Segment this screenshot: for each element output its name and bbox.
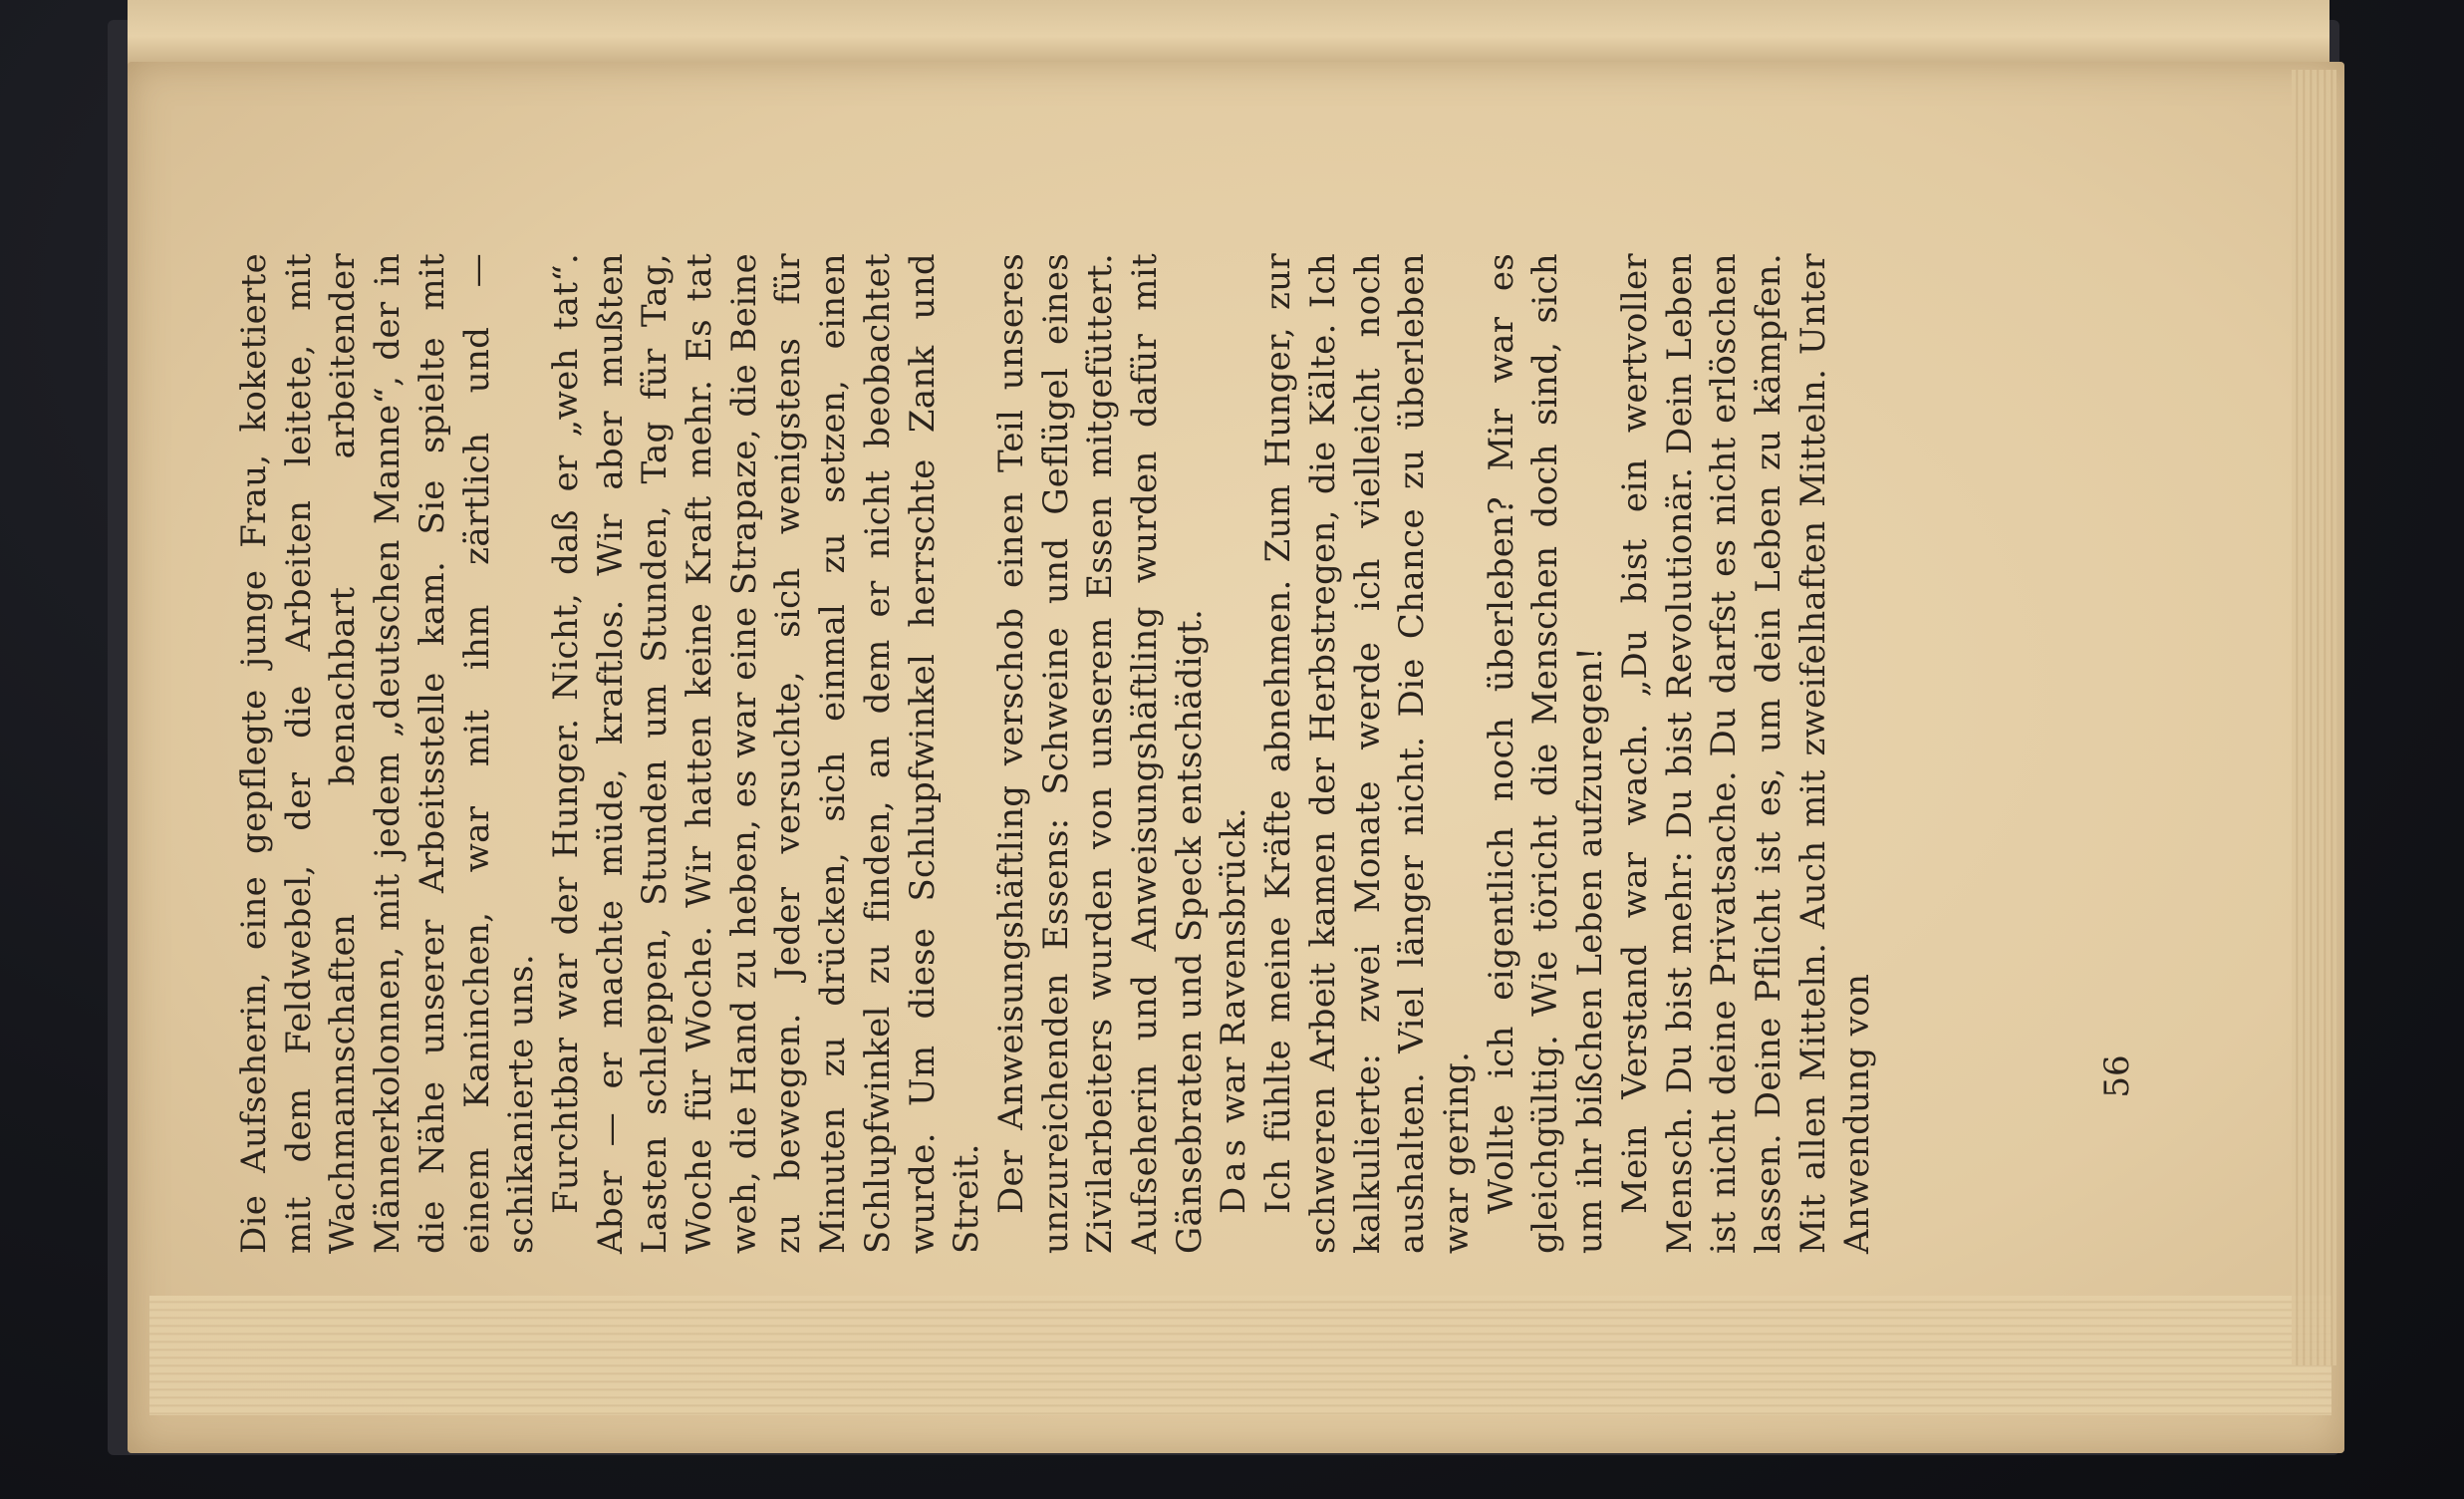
paragraph (1212, 253, 1256, 1254)
page-stack-edge (149, 1296, 2331, 1415)
paragraph: Furchtbar war der Hunger. Nicht, daß er „weh tat“. Aber — er machte müde, kraftlos. Wir aber mußten Lasten schleppen, Stunden um Stunden, Tag für Tag, Woche für Woche. Wir hatten keine Kraft mehr. Es tat weh, die Hand zu heben, es war eine Strapaze, die Beine zu bewegen. Jeder versuchte, sich wenigstens für Minuten zu drücken, sich einmal zu setzen, einen Schlupfwinkel zu finden, an dem er nicht beobachtet wurde. Um diese Schlupfwinkel herrschte Zank und Streit. (545, 253, 987, 1254)
paragraph-rest: war Ravensbrück. (1214, 806, 1254, 1135)
paragraph: Mein Verstand war wach. „Du bist ein wertvoller Mensch. Du bist mehr: Du bist Revolutionär. Dein Leben ist nicht deine Privatsache. Du darfst es nicht erlöschen lassen. Deine Pflicht ist es, um dein Leben zu kämpfen. Mit allen Mitteln. Auch mit zweifelhaften Mitteln. Unter Anwendung von (1614, 253, 1878, 1254)
paragraph: Der Anweisungshäftling verschob einen Teil unseres unzureichenden Essens: Schweine und Geflügel eines Zivilarbeiters wurden von unserem Essen mitgefüttert. Aufseherin und Anweisungshäftling wurden dafür mit Gänsebraten und Speck entschädigt. (990, 253, 1210, 1254)
page-text-block (232, 253, 2115, 1254)
spaced-word: Das (1214, 1134, 1254, 1214)
paragraph: Wollte ich eigentlich noch überleben? Mir war es gleichgültig. Wie töricht die Menschen doch sind, sich um ihr bißchen Leben aufzuregen! (1481, 253, 1611, 1254)
page-stack-edge-right (2292, 70, 2336, 1365)
facing-page-edge (128, 0, 2329, 69)
page-number: 56 (2097, 1054, 2137, 1098)
paragraph: Die Aufseherin, eine gepflegte junge Frau, koketierte mit dem Feldwebel, der die Arbeiten leitete, mit Wachmannschaften benachbart arbeitender Männerkolonnen, mit jedem „deutschen Manne“, der in die Nähe unserer Arbeitsstelle kam. Sie spielte mit einem Kaninchen, war mit ihm zärtlich und — schikanierte uns. (234, 253, 542, 1254)
paragraph: Ich fühlte meine Kräfte abnehmen. Zum Hunger, zur schweren Arbeit kamen der Herbstregen, die Kälte. Ich kalkulierte: zwei Monate werde ich vielleicht noch aushalten. Viel länger nicht. Die Chance zu überleben war gering. (1258, 253, 1477, 1254)
